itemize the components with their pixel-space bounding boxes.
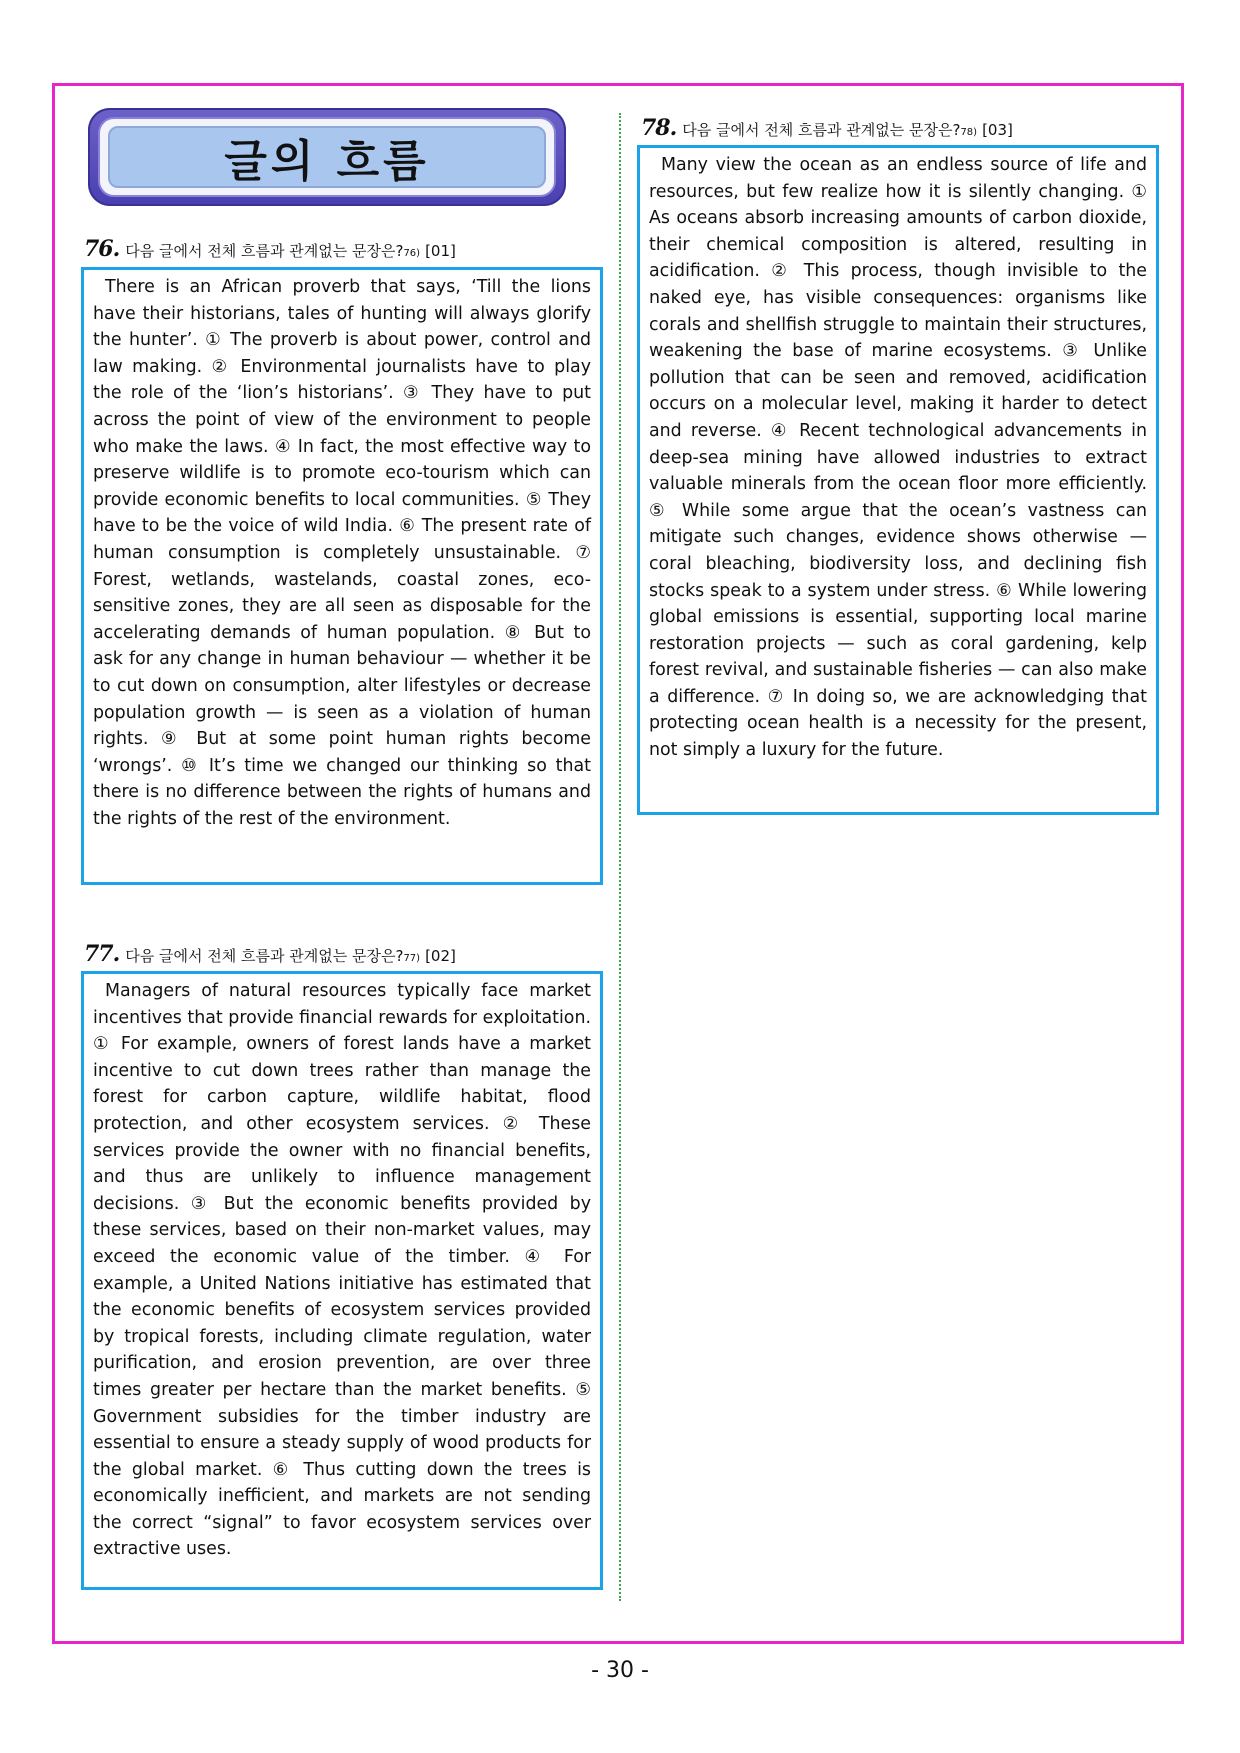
- question-number: 76 .: [84, 236, 119, 262]
- question-code: [03]: [982, 121, 1013, 139]
- question-code: [02]: [425, 947, 456, 965]
- section-title: 글의 흐름: [224, 136, 430, 187]
- question-77-passage: Managers of natural resources typically face market incentives that provide financial rewards for exploitation. ① For example, owners of forest lands have a market incentive to cut down trees rather than manage the forest for carbon capture, wildlife habitat, flood protection, and other ecosystem services. ② These services provide the owner with no financial benefits, and thus are unlikely to influence management decisions. ③ But the economic benefits provided by these services, based on their non-market values, may exceed the economic value of the timber. ④ For example, a United Nations initiative has estimated that the economic benefits of ecosystem services provided by tropical forests, including climate regulation, water purification, and erosion prevention, are over three times greater per hectare than the market benefits. ⑤ Government subsidies for the timber industry are essential to ensure a steady supply of wood products for the global market. ⑥ Thus cutting down the trees is economically inefficient, and markets are not sending the correct “signal” to favor ecosystem services over extractive uses.: [81, 971, 603, 1590]
- section-title-badge: [88, 108, 566, 206]
- footnote-ref: 76): [403, 248, 421, 259]
- question-77-header: [84, 941, 456, 967]
- question-number: 78 .: [641, 115, 676, 141]
- question-number: 77 .: [84, 941, 119, 967]
- question-76-header: [84, 236, 456, 262]
- question-code: [01]: [425, 242, 456, 260]
- question-prompt: 다음 글에서 전체 흐름과 관계없는 문장은?: [682, 121, 961, 139]
- footnote-ref: 78): [960, 127, 978, 138]
- question-prompt: 다음 글에서 전체 흐름과 관계없는 문장은?: [125, 947, 404, 965]
- question-76-passage: There is an African proverb that says, ‘Till the lions have their historians, tales of hunting will always glorify the hunter’. ① The proverb is about power, control and law making. ② Environmental journalists have to play the role of the ‘lion’s historians’. ③ They have to put across the point of view of the environment to people who make the laws. ④ In fact, the most effective way to preserve wildlife is to promote eco-tourism which can provide economic benefits to local communities. ⑤ They have to be the voice of wild India. ⑥ The present rate of human consumption is completely unsustainable. ⑦ Forest, wetlands, wastelands, coastal zones, eco-sensitive zones, they are all seen as disposable for the accelerating demands of human population. ⑧ But to ask for any change in human behaviour — whether it be to cut down on consumption, alter lifestyles or decrease population growth — is seen as a violation of human rights. ⑨ But at some point human rights become ‘wrongs’. ⑩ It’s time we changed our thinking so that there is no difference between the rights of humans and the rights of the rest of the environment.: [81, 267, 603, 885]
- page-number: - 30 -: [591, 1658, 649, 1683]
- footnote-ref: 77): [403, 953, 421, 964]
- question-78-passage: Many view the ocean as an endless source of life and resources, but few realize how it is silently changing. ① As oceans absorb increasing amounts of carbon dioxide, their chemical composition is altered, resulting in acidification. ② This process, though invisible to the naked eye, has visible consequences: organisms like corals and shellfish struggle to maintain their structures, weakening the base of marine ecosystems. ③ Unlike pollution that can be seen and removed, acidification occurs on a molecular level, making it harder to detect and reverse. ④ Recent technological advancements in deep-sea mining have allowed industries to extract valuable minerals from the ocean floor more efficiently. ⑤ While some argue that the ocean’s vastness can mitigate such changes, evidence shows otherwise — coral bleaching, biodiversity loss, and declining fish stocks speak to a system under stress. ⑥ While lowering global emissions is essential, supporting local marine restoration projects — such as coral gardening, kelp forest revival, and sustainable fisheries — can also make a difference. ⑦ In doing so, we are acknowledging that protecting ocean health is a necessity for the present, not simply a luxury for the future.: [637, 145, 1159, 815]
- question-78-header: [641, 115, 1013, 141]
- question-prompt: 다음 글에서 전체 흐름과 관계없는 문장은?: [125, 242, 404, 260]
- column-divider: [619, 113, 621, 1601]
